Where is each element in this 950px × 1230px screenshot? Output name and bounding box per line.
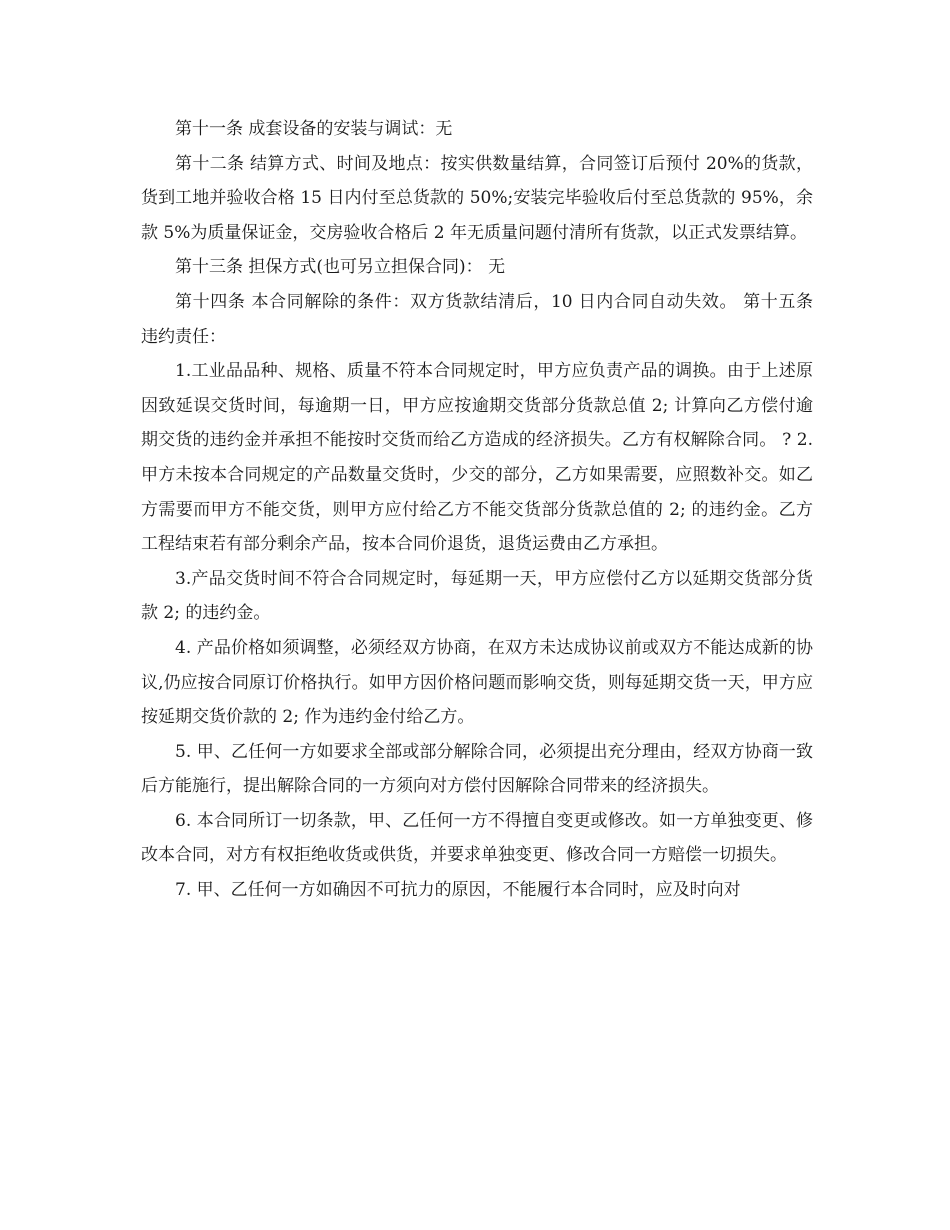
item-3-paragraph: 3.产品交货时间不符合合同规定时，每延期一天，甲方应偿付乙方以延期交货部分货款 2; 的违约金。 (141, 568, 813, 624)
item-6-paragraph: 6. 本合同所订一切条款，甲、乙任何一方不得擅自变更或修改。如一方单独变更、修改本合同，对方有权拒绝收货或供货，并要求单独变更、修改合同一方赔偿一切损失。 (141, 810, 813, 866)
clause-12-paragraph: 第十二条 结算方式、时间及地点：按实供数量结算，合同签订后预付 20%的货款，货到工地并验收合格 15 日内付至总货款的 50%;安装完毕验收后付至总货款的 95%，余款 5%为质量保证金，交房验收合格后 2 年无质量问题付清所有货款，以正式发票结算。 (141, 153, 813, 243)
item-1-paragraph: 1.工业品品种、规格、质量不符本合同规定时，甲方应负责产品的调换。由于上述原因致延误交货时间，每逾期一日，甲方应按逾期交货部分货款总值 2; 计算向乙方偿付逾期交货的违约金并承担不能按时交货而给乙方造成的经济损失。乙方有权解除合同。 ? 2.甲方未按本合同规定的产品数量交货时，少交的部分，乙方如果需要，应照数补交。如乙方需要而甲方不能交货，则甲方应付给乙方不能交货部分货款总值的 2; 的违约金。乙方工程结束若有部分剩余产品，按本合同价退货，退货运费由乙方承担。 (141, 361, 813, 555)
item-5-paragraph: 5. 甲、乙任何一方如要求全部或部分解除合同，必须提出充分理由，经双方协商一致后方能施行，提出解除合同的一方须向对方偿付因解除合同带来的经济损失。 (141, 741, 813, 797)
clause-11-paragraph: 第十一条 成套设备的安装与调试：无 (175, 119, 453, 139)
document-page (141, 112, 813, 908)
clause-14-paragraph: 第十四条 本合同解除的条件：双方货款结清后，10 日内合同自动失效。 第十五条 违约责任： (141, 291, 813, 347)
item-4-paragraph: 4. 产品价格如须调整，必须经双方协商，在双方未达成协议前或双方不能达成新的协议,仍应按合同原订价格执行。如甲方因价格问题而影响交货，则每延期交货一天，甲方应按延期交货价款的 2; 作为违约金付给乙方。 (141, 637, 813, 728)
clause-13-paragraph: 第十三条 担保方式(也可另立担保合同)： 无 (175, 257, 506, 278)
item-7-paragraph: 7. 甲、乙任何一方如确因不可抗力的原因，不能履行本合同时，应及时向对 (175, 880, 741, 901)
